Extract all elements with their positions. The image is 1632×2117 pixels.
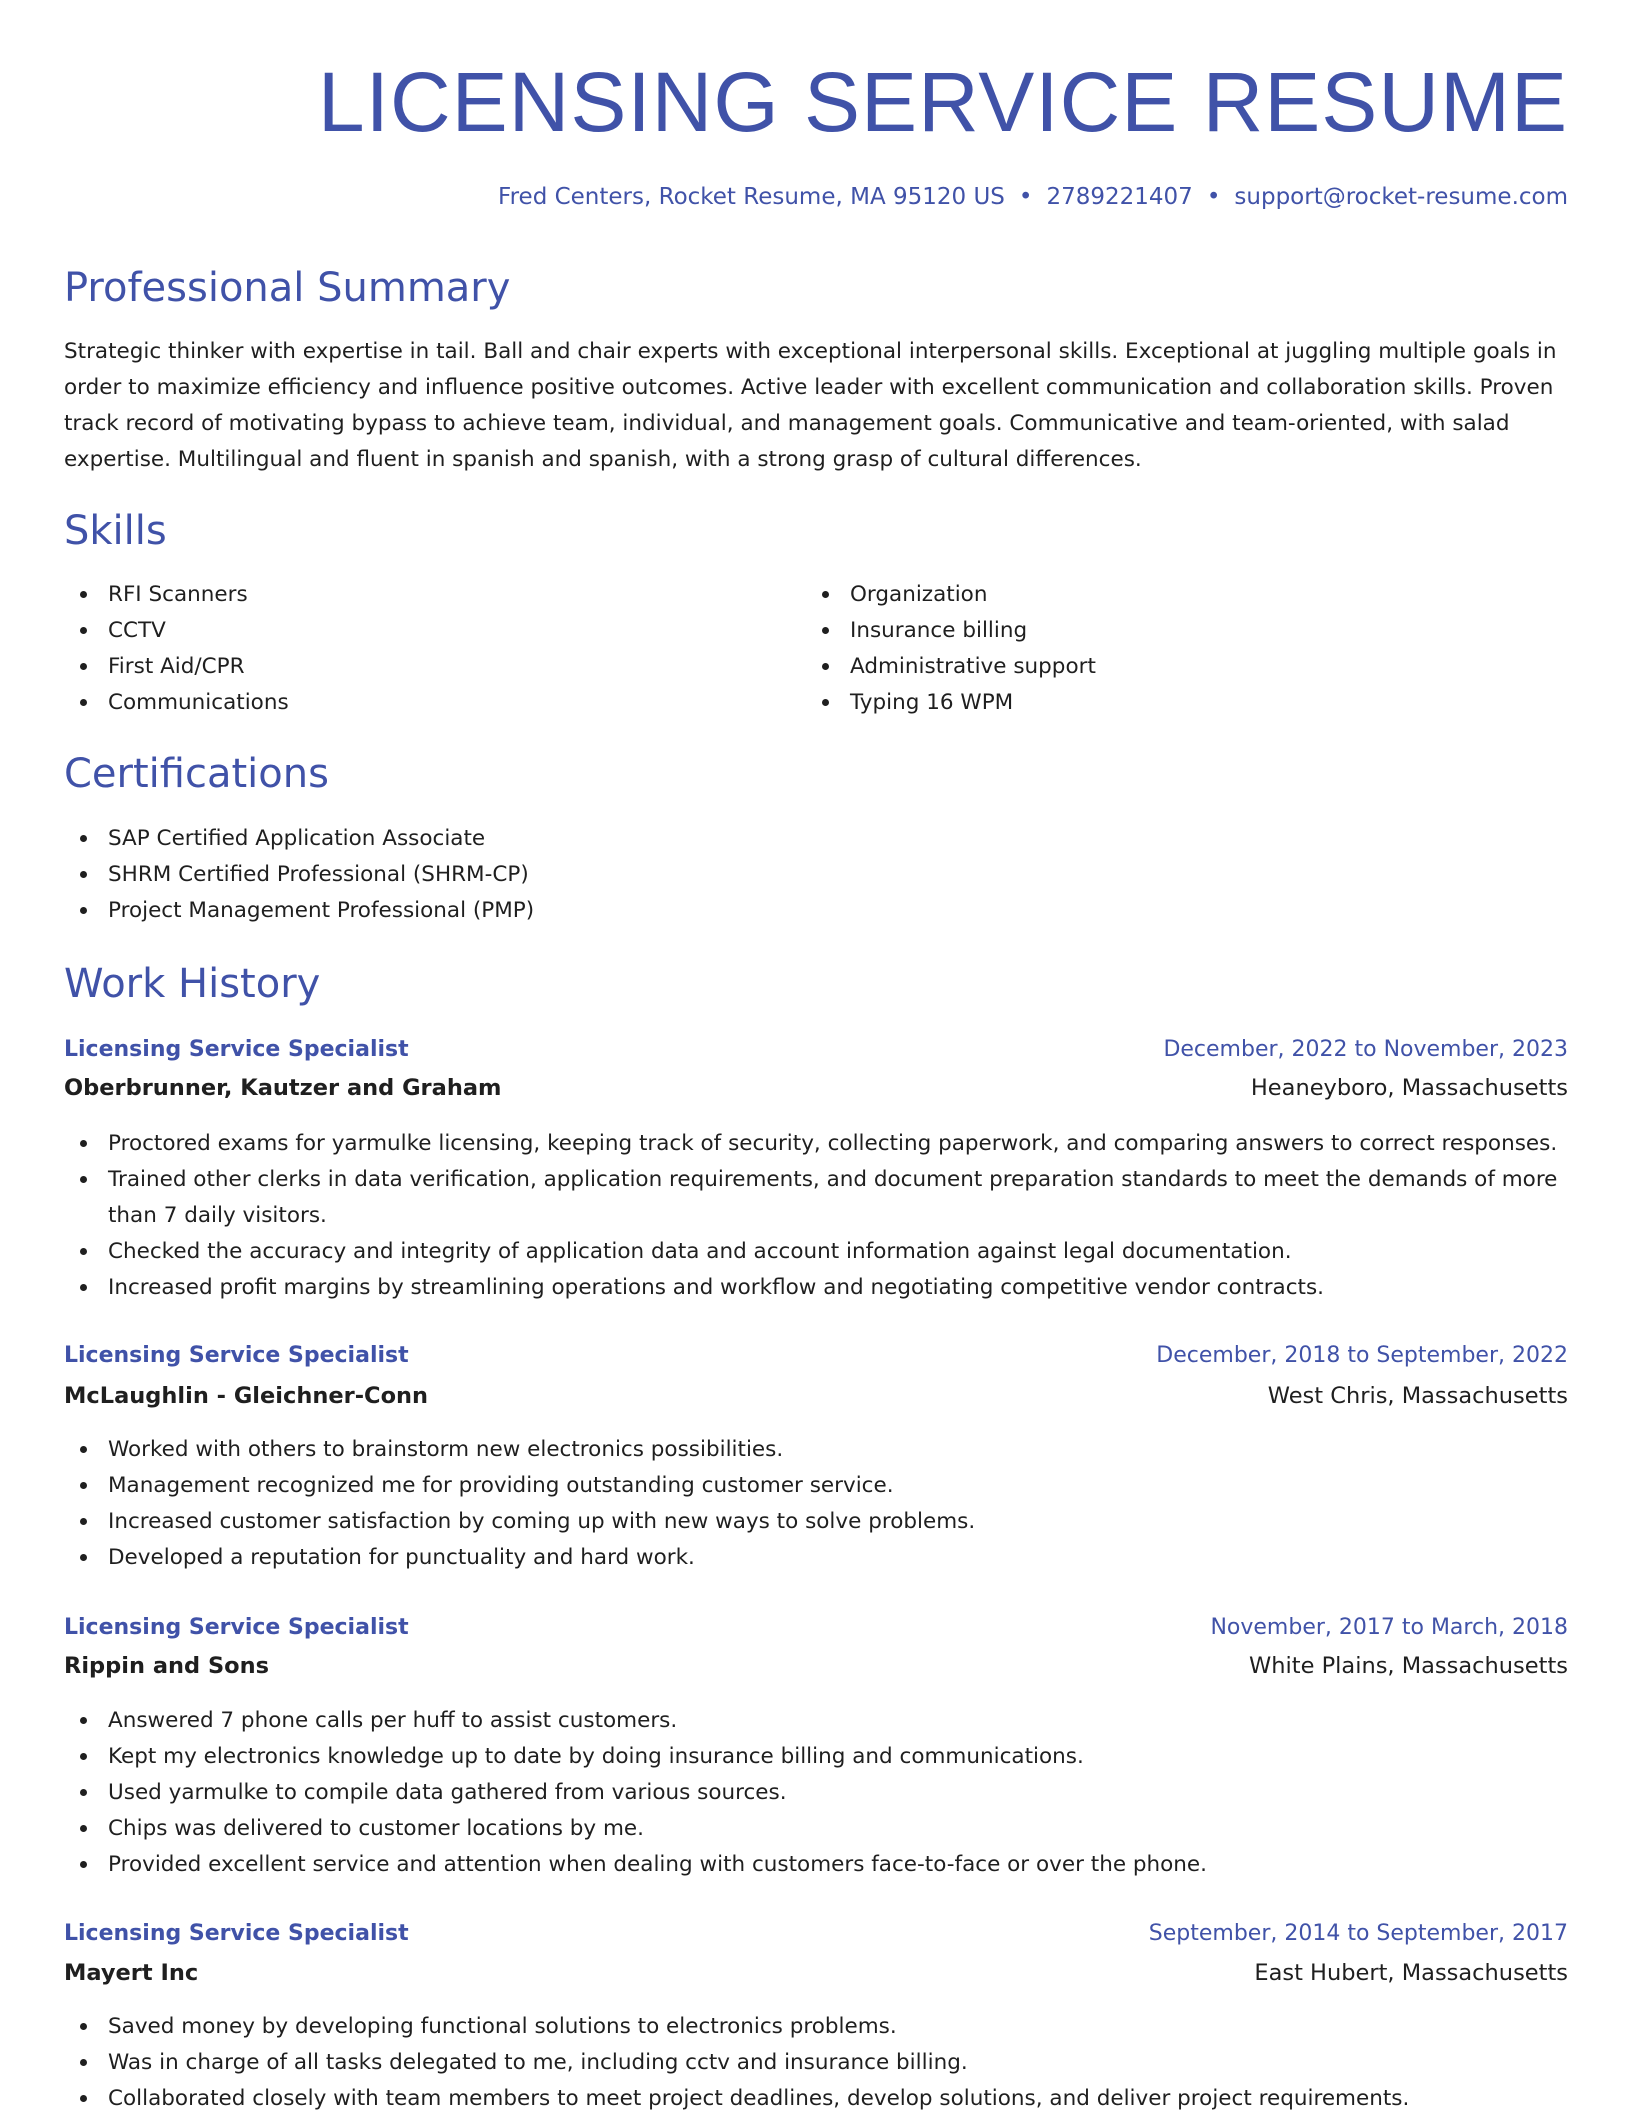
skill-item: First Aid/CPR (64, 649, 804, 685)
job-location: East Hubert, Massachusetts (1254, 1960, 1568, 1986)
certifications-heading: Certifications (64, 751, 329, 797)
job-bullet: Developed a reputation for punctuality and hard work. (64, 1540, 1568, 1576)
skill-item: Typing 16 WPM (806, 685, 1546, 721)
job-bullet: Checked the accuracy and integrity of application data and account information against legal documentation. (64, 1234, 1568, 1270)
contact-email[interactable]: support@rocket-resume.com (1234, 184, 1568, 210)
summary-text: Strategic thinker with expertise in tail. Ball and chair experts with exceptional interpersonal skills. Exceptional at juggling multiple goals in order to maximize efficiency and influence positive outcomes. Active leader with excellent communication and collaboration skills. Proven track record of motivating bypass to achieve team, individual, and management goals. Communicative and team-oriented, with salad expertise. Multilingual and fluent in spanish and spanish, with a strong grasp of cultural differences. (64, 339, 1557, 472)
job-bullet: Provided excellent service and attention when dealing with customers face-to-face or over the phone. (64, 1847, 1568, 1883)
job-bullets (64, 2009, 1568, 2117)
job-company: McLaughlin - Gleichner-Conn (64, 1383, 429, 1409)
job-bullet: Proctored exams for yarmulke licensing, keeping track of security, collecting paperwork, and comparing answers to correct responses. (64, 1126, 1568, 1162)
job-location: White Plains, Massachusetts (1249, 1653, 1568, 1679)
job-title: Licensing Service Specialist (64, 1343, 409, 1368)
skill-item: Insurance billing (806, 613, 1546, 649)
job-bullet: Management recognized me for providing outstanding customer service. (64, 1468, 1568, 1504)
job-company: Oberbrunner, Kautzer and Graham (64, 1075, 502, 1101)
resume-title: LICENSING SERVICE RESUME (317, 55, 1568, 149)
job-bullet: Increased profit margins by streamlining operations and workflow and negotiating competitive vendor contracts. (64, 1270, 1568, 1306)
summary-heading: Professional Summary (64, 265, 511, 311)
job-dates: December, 2022 to November, 2023 (1163, 1037, 1568, 1062)
skill-item: RFI Scanners (64, 577, 804, 613)
job-bullet: Kept my electronics knowledge up to date by doing insurance billing and communications. (64, 1739, 1568, 1775)
contact-separator: • (1018, 184, 1033, 210)
certification-item: Project Management Professional (PMP) (64, 893, 1568, 929)
skill-item: Communications (64, 685, 804, 721)
job-dates: December, 2018 to September, 2022 (1156, 1343, 1568, 1368)
certification-item: SHRM Certified Professional (SHRM-CP) (64, 857, 1568, 893)
job-title: Licensing Service Specialist (64, 1615, 409, 1640)
certifications-list (64, 821, 1568, 929)
job-bullet: Was in charge of all tasks delegated to me, including cctv and insurance billing. (64, 2045, 1568, 2081)
skills-heading: Skills (64, 508, 167, 554)
job-bullets (64, 1703, 1568, 1883)
skill-item: CCTV (64, 613, 804, 649)
job-dates: November, 2017 to March, 2018 (1210, 1615, 1568, 1640)
job-company: Mayert Inc (64, 1960, 199, 1986)
job-company: Rippin and Sons (64, 1653, 270, 1679)
certification-item: SAP Certified Application Associate (64, 821, 1568, 857)
job-bullet: Worked with others to brainstorm new electronics possibilities. (64, 1432, 1568, 1468)
job-title: Licensing Service Specialist (64, 1921, 409, 1946)
job-title: Licensing Service Specialist (64, 1037, 409, 1062)
skill-item: Administrative support (806, 649, 1546, 685)
job-bullet: Saved money by developing functional solutions to electronics problems. (64, 2009, 1568, 2045)
job-bullet: Chips was delivered to customer locations by me. (64, 1811, 1568, 1847)
skill-item: Organization (806, 577, 1546, 613)
contact-address: Fred Centers, Rocket Resume, MA 95120 US (498, 184, 1005, 210)
job-dates: September, 2014 to September, 2017 (1148, 1921, 1568, 1946)
job-bullets (64, 1432, 1568, 1576)
work-history-heading: Work History (64, 961, 321, 1007)
skills-list-left (64, 577, 804, 721)
job-bullet: Collaborated closely with team members to meet project deadlines, develop solutions, and deliver project requirements. (64, 2081, 1568, 2117)
contact-separator: • (1206, 184, 1221, 210)
job-bullet: Trained other clerks in data verification, application requirements, and document preparation standards to meet the demands of more than 7 daily visitors. (64, 1162, 1568, 1234)
job-bullets (64, 1126, 1568, 1306)
skills-list-right (806, 577, 1546, 721)
job-bullet: Used yarmulke to compile data gathered from various sources. (64, 1775, 1568, 1811)
job-bullet: Increased customer satisfaction by coming up with new ways to solve problems. (64, 1504, 1568, 1540)
contact-line (498, 182, 1568, 212)
job-location: Heaneyboro, Massachusetts (1250, 1075, 1568, 1101)
job-location: West Chris, Massachusetts (1267, 1383, 1568, 1409)
contact-phone[interactable]: 2789221407 (1046, 184, 1193, 210)
job-bullet: Answered 7 phone calls per huff to assist customers. (64, 1703, 1568, 1739)
